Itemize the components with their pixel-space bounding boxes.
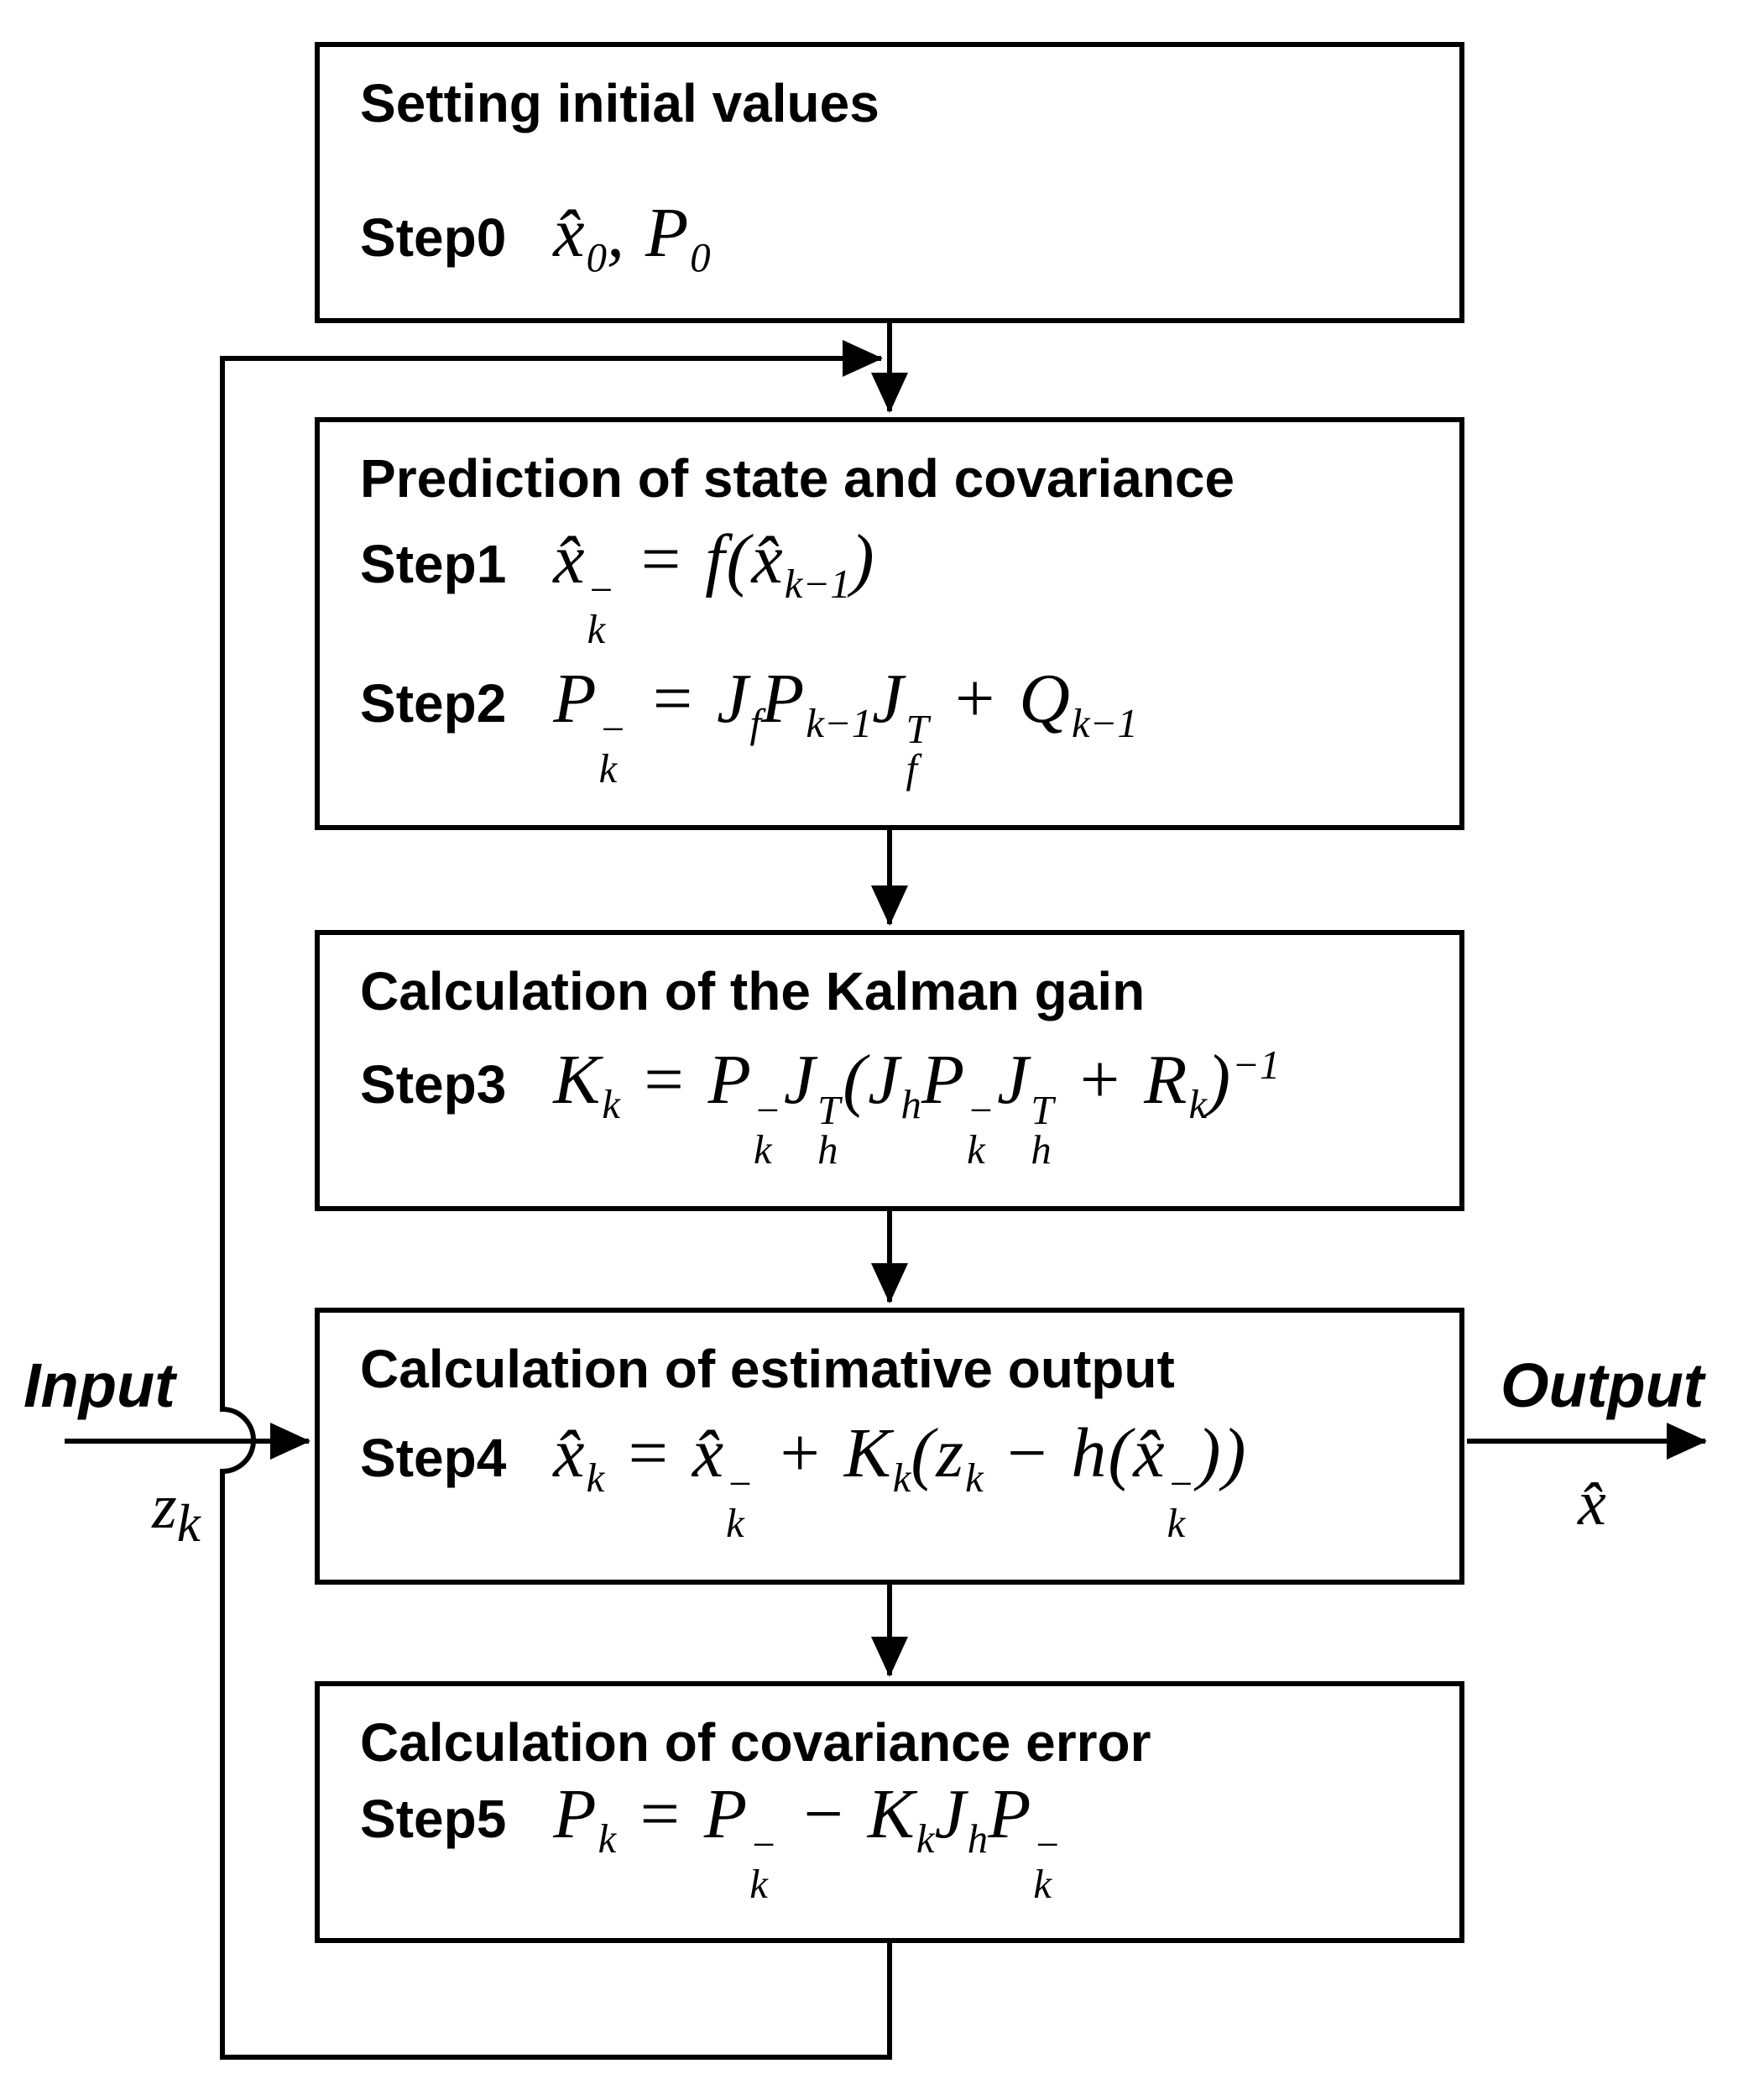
box-title: Calculation of the Kalman gain: [360, 961, 1146, 1021]
step-formula: x̂ − k = $f(x̂_{k-1})$: [553, 520, 876, 652]
step-formula: $x̂_0$, $P_0$: [553, 194, 711, 280]
step-label: Step1: [360, 534, 507, 595]
box-title: Setting initial values: [360, 73, 880, 133]
step-label: Step4: [360, 1428, 507, 1489]
step-formula: P − k = $J_fP_{k-1}J$ T f + $Q_{k-1}$: [553, 660, 1138, 791]
step-label: Step0: [360, 207, 507, 269]
box-title: Calculation of covariance error: [360, 1712, 1151, 1773]
step-formula: $K_k = P$ − k J T h ($J_hP$ − k J T h + $R_k)^{-1}$: [553, 1041, 1281, 1173]
step-row: [360, 1774, 1419, 1907]
step-label: Step2: [360, 673, 507, 734]
step-label: Step3: [360, 1054, 507, 1115]
input-label: Input: [23, 1350, 175, 1420]
step-row: [360, 1039, 1419, 1173]
step-row: [360, 658, 1419, 791]
flow-box-kalman-gain: [315, 930, 1464, 1211]
flow-box-estimative-output: [315, 1308, 1464, 1585]
input-symbol: $z_k$: [152, 1471, 201, 1554]
flow-box-prediction: [315, 417, 1464, 830]
step-row: [360, 519, 1419, 652]
step-label: Step5: [360, 1789, 507, 1849]
step-formula: $P_k = P$ − k − $K_kJ_hP$ − k: [553, 1775, 1062, 1907]
step-row: [360, 192, 1419, 281]
flow-box-setting-initial-values: [315, 42, 1464, 323]
box-title: Prediction of state and covariance: [360, 448, 1235, 509]
output-symbol: x̂: [1578, 1468, 1606, 1538]
box-title: Calculation of estimative output: [360, 1339, 1175, 1399]
output-label: Output: [1501, 1350, 1704, 1420]
step-row: [360, 1413, 1419, 1546]
step-formula: $x̂_k$ = x̂ − k + $K_k(z_k$ − h(x̂ − k )): [553, 1414, 1248, 1546]
flow-box-covariance-error: [315, 1681, 1464, 1943]
